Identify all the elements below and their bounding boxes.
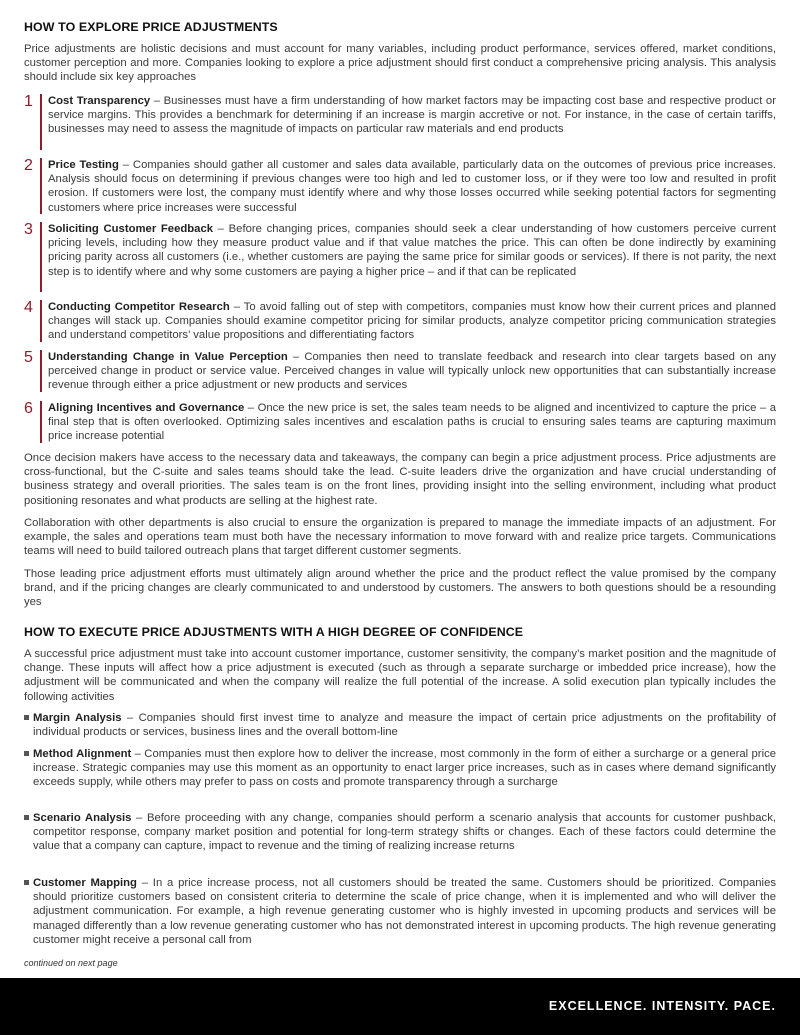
step-title: Conducting Competitor Research [48, 301, 230, 313]
approach-step-6 [24, 401, 776, 444]
section-heading-execute: HOW TO EXECUTE PRICE ADJUSTMENTS WITH A HIGH DEGREE OF CONFIDENCE [24, 625, 524, 639]
bullet-square-icon [24, 751, 29, 756]
bullet-text: – Companies should first invest time to analyze and measure the impact of certain price adjustments on the profitability of individual products or services, business lines and the overall bottom-line [33, 712, 776, 739]
bullet-text: – Companies must then explore how to deliver the increase, most commonly in the form of either a surcharge or a general price increase. Strategic companies may use this moment as an opportunity to enact larger price increases, such as in cases where demand significantly exceeds supply, while others may prefer to pass on costs and promote transparency through a surcharge [33, 748, 777, 789]
step-divider [40, 158, 42, 214]
approach-step-1 [24, 94, 776, 137]
bullet-square-icon [24, 715, 29, 720]
activity-bullet-2 [24, 747, 776, 790]
approach-step-3 [24, 222, 776, 279]
activity-bullet-3 [24, 811, 776, 854]
bullet-title: Margin Analysis [33, 712, 122, 724]
footer-tagline: EXCELLENCE. INTENSITY. PACE. [548, 999, 776, 1013]
step-number: 1 [24, 93, 33, 110]
step-number: 6 [24, 400, 33, 417]
activity-bullet-4 [24, 876, 776, 947]
step-text: – Companies should gather all customer and sales data available, particularly data on the outcomes of previous price increases. Analysis should focus on determining if previous changes were too high and led to customer loss, or if they were too low and resulted in profit erosion. If customers were lost, the company must identify where and why those losses occurred while seeking potential factors for segmenting customers where price increases were successful [48, 159, 776, 214]
bullet-title: Customer Mapping [33, 877, 137, 889]
execute-intro-paragraph [24, 647, 776, 704]
approach-step-4 [24, 300, 776, 343]
bullet-text: – In a price increase process, not all customers should be treated the same. Customers should be prioritized. Companies should prioritize customers based on consistent criteria to determine the scale of price change, when it is implemented and who will deliver the adjustment communication. For example, a high revenue generating customer who is highly invested in upcoming products and services will be managed differently than a low revenue generating customer who has not demonstrated interest in upcoming products. The high revenue generating customer might receive a personal call from [33, 877, 776, 946]
body-paragraph-3 [24, 567, 776, 610]
step-text: – Before changing prices, companies should seek a clear understanding of how customers perceive current pricing levels, including how they measure product value and if that value matches the price. This can often be done indirectly by examining pricing parity across all customers (i.e., whether customers are paying the same price for similar goods or services). If there is not parity, the next step is to identify where and why some customers are paying a higher price – and if that can be replicated [48, 223, 776, 278]
intro-paragraph [24, 42, 776, 85]
step-text: – To avoid falling out of step with competitors, companies must know how their current prices and planned changes will stack up. Companies should examine competitor pricing for similar products, analyze competitor pricing communication strategies and understand competitors’ value propositions and differentiating factors [48, 301, 777, 342]
body-paragraph-2 [24, 516, 776, 559]
step-text: – Companies then need to translate feedback and research into clear targets based on any perceived change in product or service value. Perceived changes in value will typically unlock new opportunities that can substantially increase revenue through either a price adjustment or new products and services [48, 351, 776, 392]
footer-bar [0, 978, 800, 1035]
step-title: Aligning Incentives and Governance [48, 402, 245, 414]
paragraph-text: Those leading price adjustment efforts must ultimately align around whether the price and the product reflect the value promised by the company brand, and if the pricing changes are clearly communicated to and understood by customers. The answers to both questions should be a resounding yes [24, 568, 776, 609]
paragraph-text: Once decision makers have access to the necessary data and takeaways, the company can begin a price adjustment process. Price adjustments are cross-functional, but the C-suite and sales teams should take the lead. C-suite leaders drive the organization and have crucial understanding of business strategy and overall priorities. The sales team is on the front lines, providing insight into the selling environment, including what product positioning resonates and what products are selling at the highest rate. [24, 452, 776, 507]
paragraph-text: Collaboration with other departments is also crucial to ensure the organization is prepared to manage the immediate impacts of an adjustment. For example, the sales and operations team must both have the necessary information to move forward with and realize price targets. Communications teams will need to build tailored outreach plans that target different customer segments. [24, 517, 776, 558]
section-heading-explore: HOW TO EXPLORE PRICE ADJUSTMENTS [24, 20, 278, 34]
intro-text: A successful price adjustment must take into account customer importance, customer sensitivity, the company’s market position and the magnitude of change. These inputs will affect how a price adjustment is executed (such as through a separate surcharge or imbedded price increase), how the adjustment will be communicated and when the company will realize the full potential of the increase. A solid execution plan typically includes the following activities [24, 648, 776, 703]
step-number: 2 [24, 157, 33, 174]
bullet-title: Method Alignment [33, 748, 132, 760]
step-title: Soliciting Customer Feedback [48, 223, 214, 235]
step-text: – Businesses must have a firm understanding of how market factors may be impacting cost base and respective product or service margins. This provides a benchmark for determining if an increase is margin accretive or not. For instance, in the case of certain tariffs, businesses may need to assess the magnitude of impacts on particular raw materials and end products [48, 95, 776, 136]
bullet-square-icon [24, 815, 29, 820]
step-divider [40, 94, 42, 150]
approach-step-2 [24, 158, 776, 215]
step-title: Understanding Change in Value Perception [48, 351, 288, 363]
step-divider [40, 401, 42, 443]
bullet-square-icon [24, 880, 29, 885]
intro-text: Price adjustments are holistic decisions and must account for many variables, including product performance, services offered, market conditions, customer perception and more. Companies looking to explore a price adjustment should first conduct a comprehensive pricing analysis. This analysis should include six key approaches [24, 43, 776, 84]
step-title: Price Testing [48, 159, 119, 171]
activity-bullet-1 [24, 711, 776, 739]
step-number: 4 [24, 299, 33, 316]
bullet-text: – Before proceeding with any change, companies should perform a scenario analysis that accounts for customer pushback, competitor response, company market position and potential for long-term strategy shifts or changes. Each of these factors could determine the value that a company can capture, impact to revenue and the timing of realizing increase returns [33, 812, 776, 853]
step-text: – Once the new price is set, the sales team needs to be aligned and incentivized to capture the price – a final step that is often overlooked. Optimizing sales incentives and escalation paths is crucial to ensuring sales teams are capturing maximum price increase potential [48, 402, 776, 443]
bullet-title: Scenario Analysis [33, 812, 132, 824]
step-number: 5 [24, 349, 33, 366]
step-divider [40, 300, 42, 342]
step-divider [40, 350, 42, 392]
approach-step-5 [24, 350, 776, 393]
body-paragraph-1 [24, 451, 776, 508]
step-divider [40, 222, 42, 292]
step-title: Cost Transparency [48, 95, 151, 107]
step-number: 3 [24, 221, 33, 238]
continued-note: continued on next page [24, 958, 118, 968]
